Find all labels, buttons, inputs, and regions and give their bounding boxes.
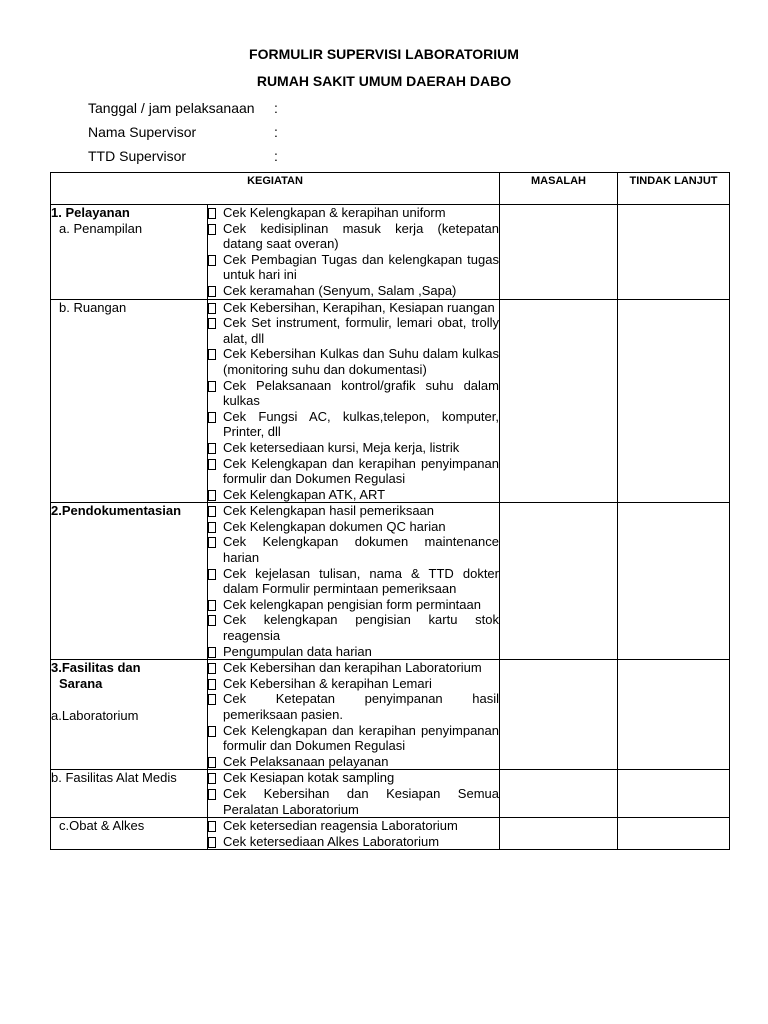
category-label: 1. Pelayanan xyxy=(51,205,130,220)
masalah-cell xyxy=(500,660,618,770)
meta-colon: : xyxy=(274,148,278,164)
activity-item xyxy=(208,346,499,377)
activity-text: Cek Kesiapan kotak sampling xyxy=(223,770,395,786)
checkbox-icon xyxy=(208,443,216,454)
masalah-cell xyxy=(500,205,618,300)
checkbox-icon xyxy=(208,318,216,329)
header-tindak-lanjut: TINDAK LANJUT xyxy=(618,173,730,205)
hospital-name: RUMAH SAKIT UMUM DAERAH DABO xyxy=(256,73,512,89)
subcategory-label: b. Fasilitas Alat Medis xyxy=(51,770,177,786)
checkbox-icon xyxy=(208,208,216,219)
activity-item xyxy=(208,612,499,643)
checkbox-icon xyxy=(208,349,216,360)
category-cell xyxy=(51,660,208,770)
activity-text: Cek ketersediaan kursi, Meja kerja, listrik xyxy=(223,439,460,455)
checkbox-icon xyxy=(208,459,216,470)
table-row xyxy=(51,503,730,660)
activity-item xyxy=(208,283,499,299)
activity-text: Cek Pelaksanaan kontrol/grafik suhu dalam kulkas xyxy=(223,377,499,409)
checkbox-icon xyxy=(208,600,216,611)
checkbox-icon xyxy=(208,837,216,848)
activity-text: Cek Pelaksanaan pelayanan xyxy=(223,753,389,769)
activity-text: Cek Kebersihan dan kerapihan Laboratorium xyxy=(223,660,482,676)
meta-supervisor-name-label: Nama Supervisor xyxy=(88,124,197,140)
checkbox-icon xyxy=(208,537,216,548)
activity-item xyxy=(208,519,499,535)
activity-item xyxy=(208,378,499,409)
checkbox-icon xyxy=(208,255,216,266)
tindak-lanjut-cell xyxy=(618,770,730,818)
activity-text: Cek Kelengkapan dan kerapihan penyimpanan formulir dan Dokumen Regulasi xyxy=(223,455,499,487)
checkbox-icon xyxy=(208,522,216,533)
category-label: 3.Fasilitas dan xyxy=(51,660,141,676)
subcategory-label: a.Laboratorium xyxy=(51,708,139,724)
meta-supervisor-signature-label: TTD Supervisor xyxy=(88,148,187,164)
tindak-lanjut-cell xyxy=(618,503,730,660)
checkbox-icon xyxy=(208,821,216,832)
activity-text: Cek Set instrument, formulir, lemari obat, trolly alat, dll xyxy=(223,315,499,346)
activity-list xyxy=(208,660,500,770)
activity-list xyxy=(208,299,500,503)
activity-item xyxy=(208,440,499,456)
activity-text: Cek Ketepatan penyimpanan hasil pemeriksaan pasien. xyxy=(223,691,499,722)
activity-text: Cek Kebersihan Kulkas dan Suhu dalam kulkas (monitoring suhu dan dokumentasi) xyxy=(223,346,499,377)
activity-item xyxy=(208,534,499,565)
meta-colon: : xyxy=(274,100,278,116)
activity-item xyxy=(208,754,499,770)
activity-item xyxy=(208,315,499,346)
checkbox-icon xyxy=(208,286,216,297)
activity-text: Cek Fungsi AC, kulkas,telepon, komputer, Printer, dll xyxy=(223,408,499,440)
activity-text: Cek kejelasan tulisan, nama & TTD dokter dalam Formulir permintaan pemeriksaan xyxy=(223,565,499,597)
checkbox-icon xyxy=(208,490,216,501)
activity-item xyxy=(208,660,499,676)
category-cell xyxy=(51,818,208,850)
subcategory-label: c.Obat & Alkes xyxy=(59,818,145,834)
checkbox-icon xyxy=(208,726,216,737)
activity-text: Cek kelengkapan pengisian kartu stok reagensia xyxy=(223,612,499,644)
category-cell xyxy=(51,503,208,660)
table-row xyxy=(51,660,730,770)
activity-item xyxy=(208,818,499,834)
table-row xyxy=(51,770,730,818)
category-label: Sarana xyxy=(59,676,103,692)
activity-item xyxy=(208,503,499,519)
masalah-cell xyxy=(500,818,618,850)
header-masalah: MASALAH xyxy=(500,173,618,205)
category-label: 2.Pendokumentasian xyxy=(51,503,182,519)
header-kegiatan: KEGIATAN xyxy=(51,173,500,205)
category-cell xyxy=(51,299,208,503)
activity-item xyxy=(208,644,499,660)
meta-colon: : xyxy=(274,124,278,140)
activity-text: Cek kelengkapan pengisian form permintaan xyxy=(223,596,481,612)
activity-item xyxy=(208,252,499,283)
activity-text: Cek kedisiplinan masuk kerja (ketepatan datang saat overan) xyxy=(223,220,499,252)
activity-text: Cek Kelengkapan dokumen QC harian xyxy=(223,518,446,534)
table-header-row xyxy=(51,173,730,205)
activity-text: Cek Kelengkapan & kerapihan uniform xyxy=(223,205,446,220)
checkbox-icon xyxy=(208,647,216,658)
checkbox-icon xyxy=(208,506,216,517)
checkbox-icon xyxy=(208,303,216,314)
activity-item xyxy=(208,300,499,316)
activity-text: Cek Kebersihan, Kerapihan, Kesiapan ruangan xyxy=(223,299,495,315)
activity-text: Cek ketersedian reagensia Laboratorium xyxy=(223,818,458,834)
activity-list xyxy=(208,818,500,850)
masalah-cell xyxy=(500,299,618,503)
checkbox-icon xyxy=(208,224,216,235)
checkbox-icon xyxy=(208,381,216,392)
checkbox-icon xyxy=(208,412,216,423)
activity-text: Cek Kelengkapan dan kerapihan penyimpanan formulir dan Dokumen Regulasi xyxy=(223,722,499,754)
category-cell xyxy=(51,205,208,300)
activity-item xyxy=(208,834,499,850)
activity-item xyxy=(208,221,499,252)
masalah-cell xyxy=(500,503,618,660)
checkbox-icon xyxy=(208,789,216,800)
category-cell xyxy=(51,770,208,818)
table-row xyxy=(51,299,730,503)
table-row xyxy=(51,205,730,300)
activity-item xyxy=(208,487,499,503)
activity-text: Cek Kebersihan & kerapihan Lemari xyxy=(223,675,432,691)
subcategory-label: b. Ruangan xyxy=(59,299,127,315)
activity-text: Cek Kelengkapan hasil pemeriksaan xyxy=(223,503,435,519)
meta-date-time xyxy=(88,100,388,118)
checkbox-icon xyxy=(208,615,216,626)
subcategory-label: a. Penampilan xyxy=(59,221,143,236)
activity-item xyxy=(208,786,499,817)
activity-text: Cek Kebersihan dan Kesiapan Semua Peralatan Laboratorium xyxy=(223,785,499,817)
activity-item xyxy=(208,770,499,786)
checkbox-icon xyxy=(208,679,216,690)
activity-list xyxy=(208,770,500,818)
meta-supervisor-name xyxy=(88,124,388,142)
table-row xyxy=(51,818,730,850)
form-title: FORMULIR SUPERVISI LABORATORIUM xyxy=(249,46,519,62)
activity-item xyxy=(208,409,499,440)
activity-item xyxy=(208,566,499,597)
checkbox-icon xyxy=(208,757,216,768)
activity-text: Pengumpulan data harian xyxy=(223,643,372,659)
checkbox-icon xyxy=(208,663,216,674)
tindak-lanjut-cell xyxy=(618,299,730,503)
activity-item xyxy=(208,676,499,692)
activity-item xyxy=(208,456,499,487)
activity-item xyxy=(208,597,499,613)
activity-text: Cek Kelengkapan dokumen maintenance harian xyxy=(223,534,499,566)
activity-item xyxy=(208,205,499,221)
meta-date-time-label: Tanggal / jam pelaksanaan xyxy=(88,100,255,116)
activity-item xyxy=(208,691,499,722)
tindak-lanjut-cell xyxy=(618,660,730,770)
activity-text: Cek keramahan (Senyum, Salam ,Sapa) xyxy=(223,282,457,298)
masalah-cell xyxy=(500,770,618,818)
tindak-lanjut-cell xyxy=(618,205,730,300)
activity-item xyxy=(208,723,499,754)
meta-supervisor-signature xyxy=(88,148,388,166)
activity-text: Cek Pembagian Tugas dan kelengkapan tugas untuk hari ini xyxy=(223,251,499,283)
checkbox-icon xyxy=(208,569,216,580)
activity-list xyxy=(208,205,500,300)
activity-text: Cek Kelengkapan ATK, ART xyxy=(223,486,386,502)
activity-text: Cek ketersediaan Alkes Laboratorium xyxy=(223,833,440,849)
checkbox-icon xyxy=(208,773,216,784)
checkbox-icon xyxy=(208,694,216,705)
supervision-table xyxy=(50,172,730,850)
tindak-lanjut-cell xyxy=(618,818,730,850)
activity-list xyxy=(208,503,500,660)
